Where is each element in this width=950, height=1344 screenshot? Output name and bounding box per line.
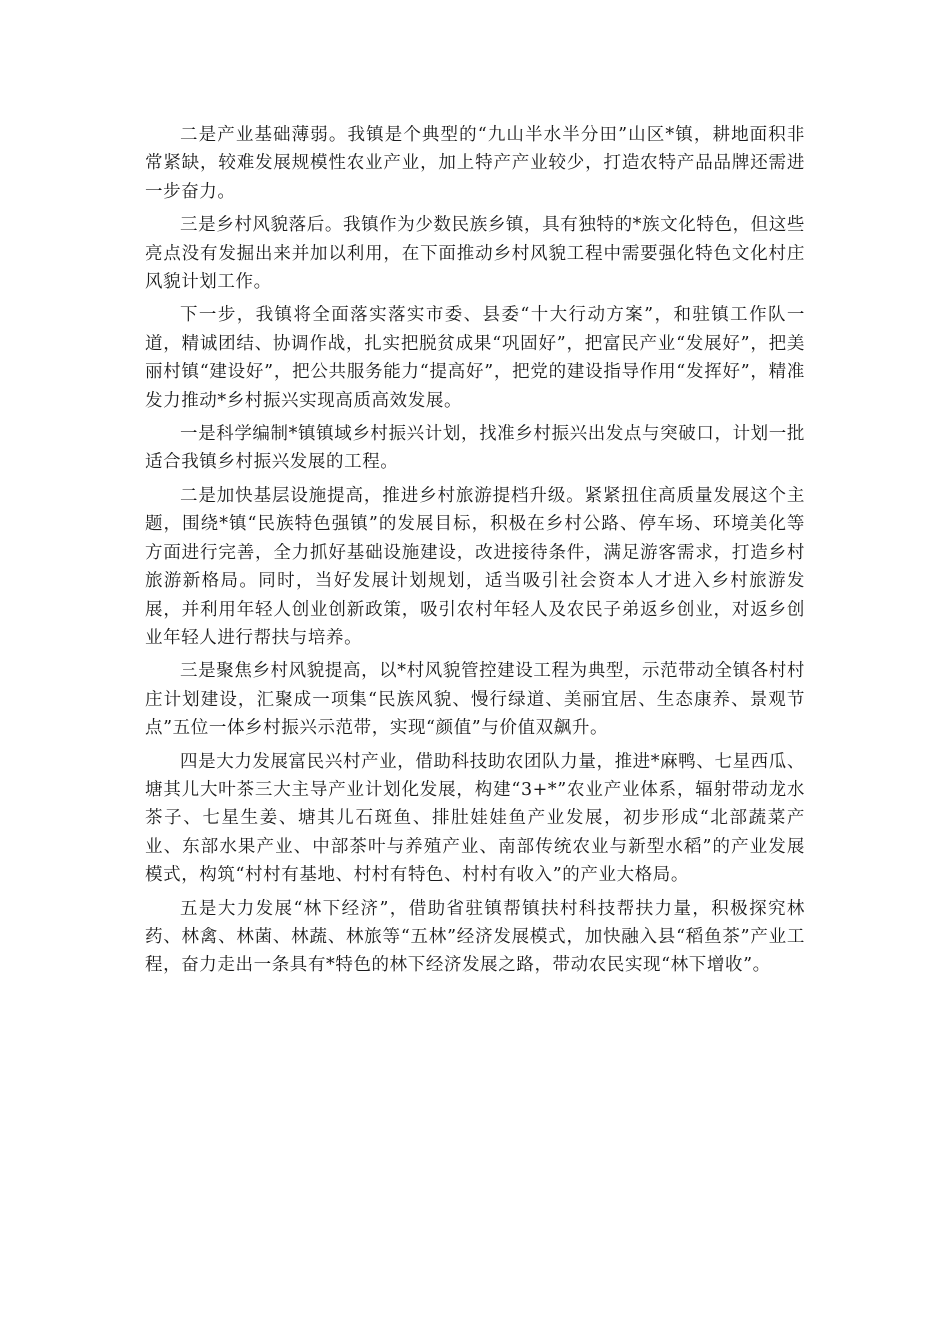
paragraph-7: 四是大力发展富民兴村产业，借助科技助农团队力量，推进*麻鸭、七星西瓜、塘其儿大叶茶三大主导产业计划化发展，构建“3+*”农业产业体系，辐射带动龙水茶子、七星生姜、塘其儿石斑鱼、排肚娃娃鱼产业发展，初步形成“北部蔬菜产业、东部水果产业、中部茶叶与养殖产业、南部传统农业与新型水稻”的产业发展模式，构筑“村村有基地、村村有特色、村村有收入”的产业大格局。 bbox=[145, 751, 805, 886]
paragraph-8: 五是大力发展“林下经济”，借助省驻镇帮镇扶村科技帮扶力量，积极探究林药、林禽、林菌、林蔬、林旅等“五林”经济发展模式，加快融入县“稻鱼茶”产业工程，奋力走出一条具有*特色的林下经济发展之路，带动农民实现“林下增收”。 bbox=[145, 898, 805, 976]
document-body bbox=[145, 121, 805, 985]
paragraph-1: 二是产业基础薄弱。我镇是个典型的“九山半水半分田”山区*镇，耕地面积非常紧缺，较难发展规模性农业产业，加上特产产业较少，打造农特产品品牌还需进一步奋力。 bbox=[145, 125, 805, 202]
paragraph-6: 三是聚焦乡村风貌提高，以*村风貌管控建设工程为典型，示范带动全镇各村村庄计划建设，汇聚成一项集“民族风貌、慢行绿道、美丽宜居、生态康养、景观节点”五位一体乡村振兴示范带，实现“颜值”与价值双飙升。 bbox=[145, 661, 805, 739]
paragraph-5: 二是加快基层设施提高，推进乡村旅游提档升级。紧紧扭住高质量发展这个主题，围绕*镇“民族特色强镇”的发展目标，积极在乡村公路、停车场、环境美化等方面进行完善，全力抓好基础设施建设，改进接待条件，满足游客需求，打造乡村旅游新格局。同时，当好发展计划规划，适当吸引社会资本人才进入乡村旅游发展，并利用年轻人创业创新政策，吸引农村年轻人及农民子弟返乡创业，对返乡创业年轻人进行帮扶与培养。 bbox=[145, 485, 805, 648]
paragraph-4: 一是科学编制*镇镇域乡村振兴计划，找准乡村振兴出发点与突破口，计划一批适合我镇乡村振兴发展的工程。 bbox=[145, 424, 805, 473]
paragraph-3: 下一步，我镇将全面落实落实市委、县委“十大行动方案”，和驻镇工作队一道，精诚团结、协调作战，扎实把脱贫成果“巩固好”，把富民产业“发展好”，把美丽村镇“建设好”，把公共服务能力“提高好”，把党的建设指导作用“发挥好”，精准发力推动*乡村振兴实现高质高效发展。 bbox=[145, 305, 805, 411]
paragraph-2: 三是乡村风貌落后。我镇作为少数民族乡镇，具有独特的*族文化特色，但这些亮点没有发掘出来并加以利用，在下面推动乡村风貌工程中需要强化特色文化村庄风貌计划工作。 bbox=[145, 215, 805, 293]
